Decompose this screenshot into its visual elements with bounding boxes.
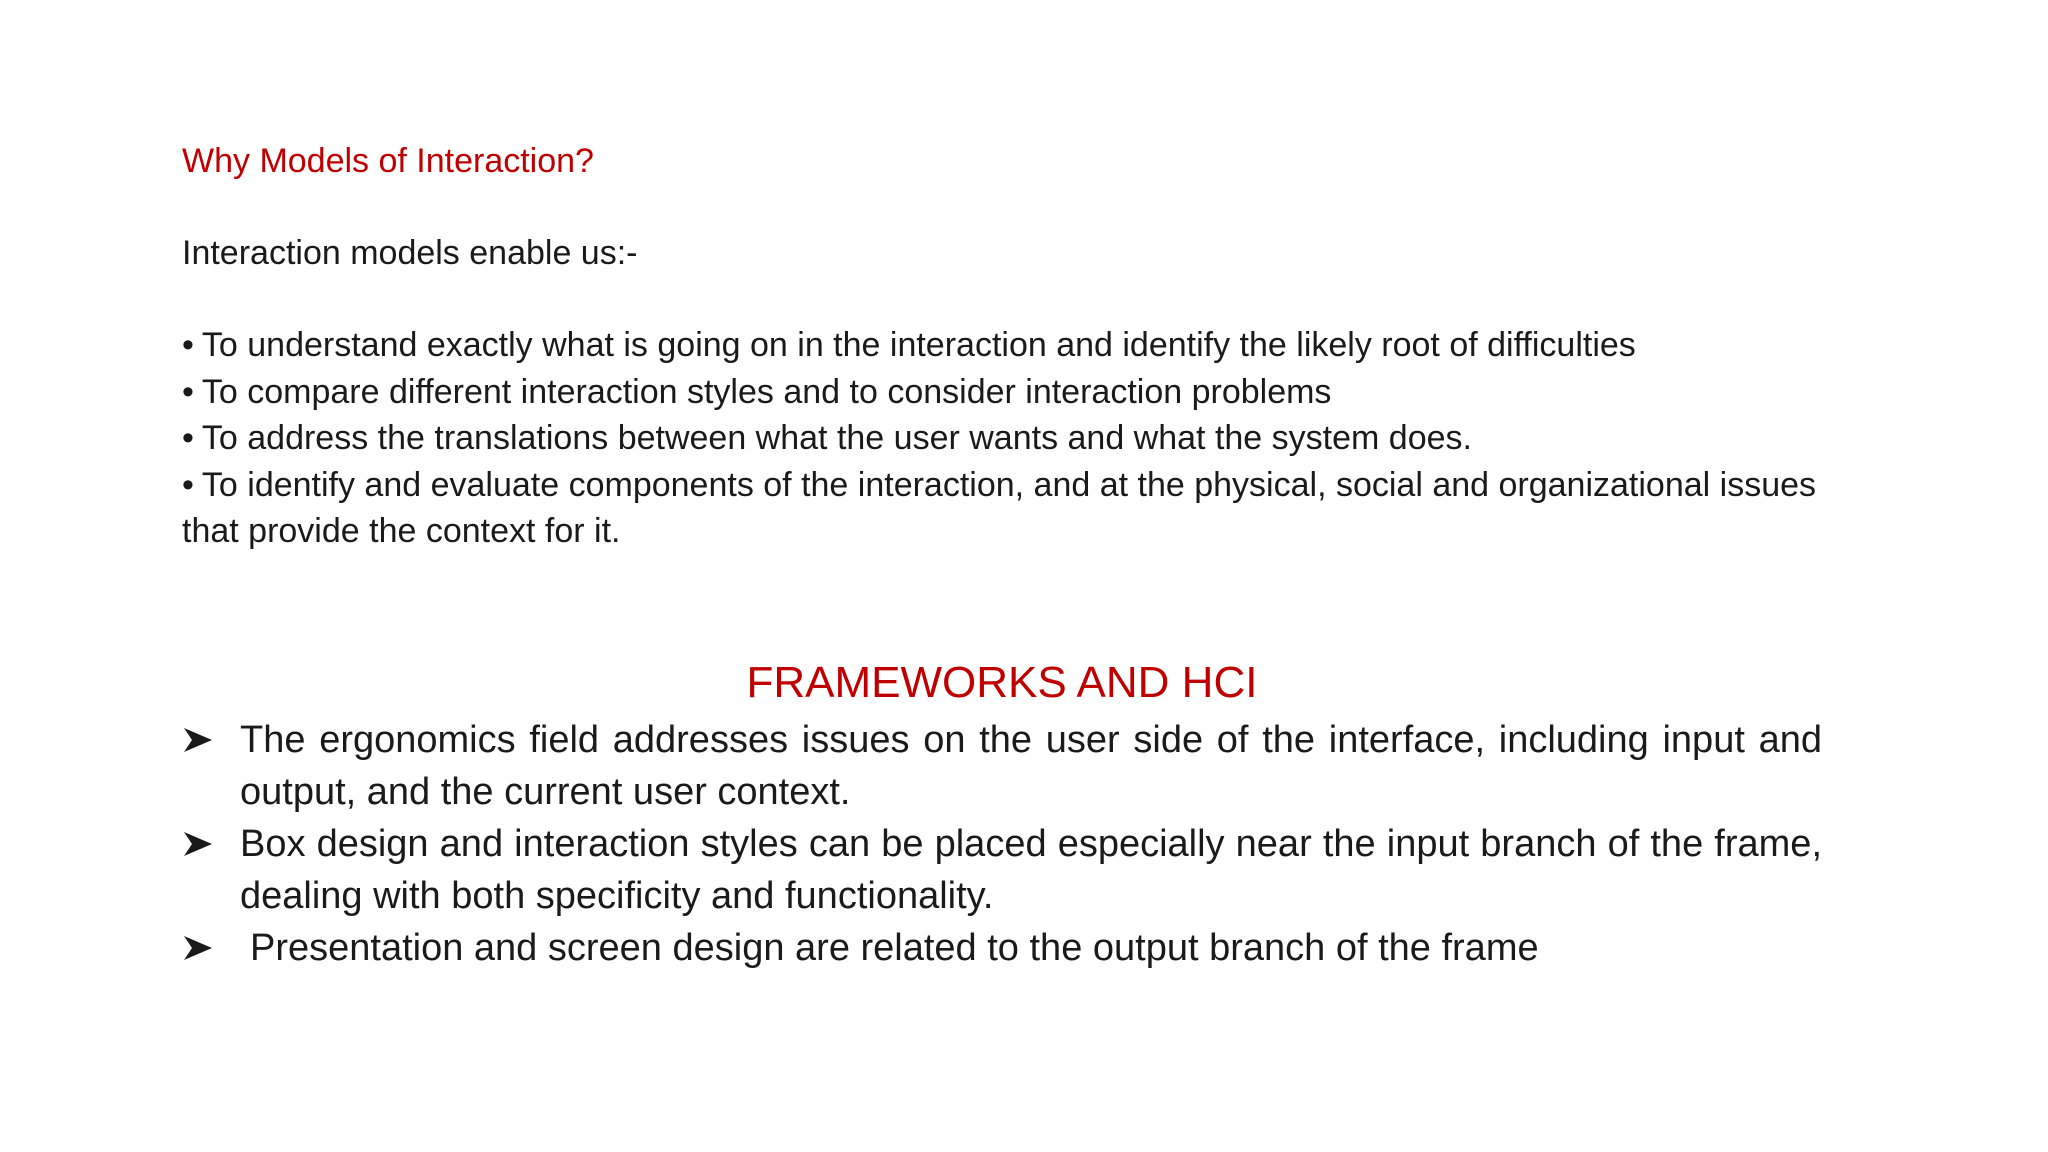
list-item [182,462,1822,555]
list-item-text: The ergonomics field addresses issues on the user side of the interface, including input and output, and the current user context. [240,719,1822,813]
section-frameworks-hci [182,654,1822,974]
list-item-text: To address the translations between what the user wants and what the system does. [201,419,1472,457]
list-item [182,415,1822,462]
list-item [182,714,1822,818]
section-heading-why-models: Why Models of Interaction? [182,142,594,180]
section-heading-frameworks: FRAMEWORKS AND HCI [746,658,1258,707]
dot-bullet-list [182,322,1822,555]
arrowhead-bullet-icon [184,832,212,856]
bullet-dot-icon: • [182,419,194,457]
arrowhead-bullet-icon [184,936,212,960]
list-item-text: Box design and interaction styles can be placed especially near the input branch of the frame, dealing with both specificity and functionality. [240,823,1822,917]
list-item-text: Presentation and screen design are related to the output branch of the frame [250,927,1539,969]
list-item-text: To compare different interaction styles and to consider interaction problems [201,372,1332,411]
arrowhead-bullet-icon [184,728,212,752]
list-item [182,922,1822,974]
list-item-text: To understand exactly what is going on in the interaction and identify the likely root of difficulties [201,326,1636,364]
intro-text: Interaction models enable us:- [182,234,638,272]
list-item-text: To identify and evaluate components of the interaction, and at the physical, social and organizational issues that provide the context for it. [182,465,1817,550]
section-why-models [182,138,1822,555]
bullet-dot-icon: • [182,465,194,504]
bullet-dot-icon: • [182,372,194,411]
list-item [182,322,1822,369]
list-item [182,818,1822,922]
bullet-dot-icon: • [182,326,194,364]
arrow-bullet-list [182,714,1822,974]
list-item [182,369,1822,416]
